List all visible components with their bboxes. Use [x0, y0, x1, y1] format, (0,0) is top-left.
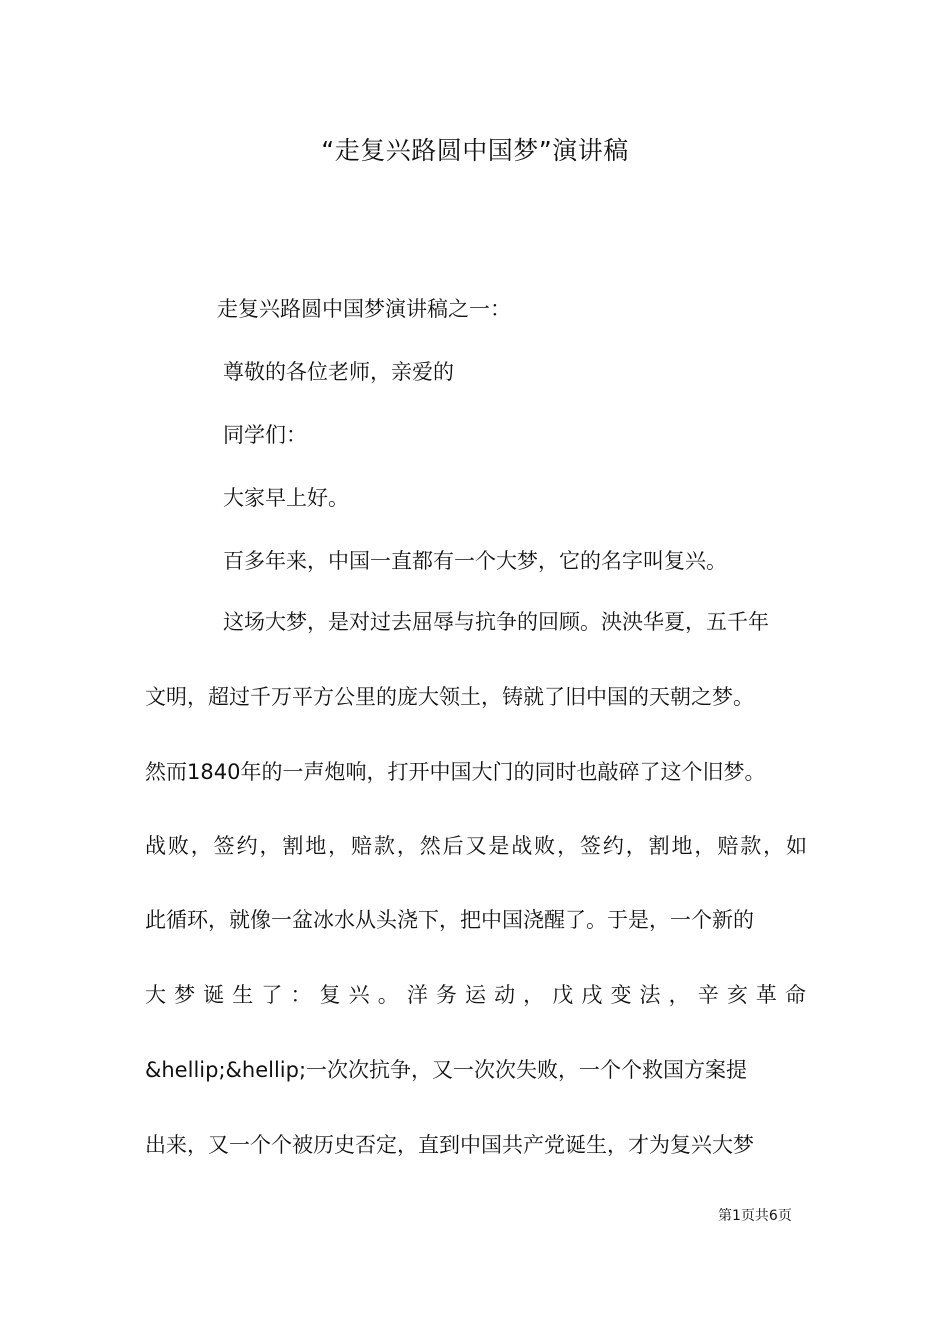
paragraph-line: 大家早上好。: [223, 486, 349, 510]
paragraph-line: 尊敬的各位老师，亲爱的: [223, 360, 454, 384]
paragraph-line: 这场大梦，是对过去屈辱与抗争的回顾。泱泱华夏，五千年: [223, 610, 769, 634]
paragraph-line: 然而1840年的一声炮响，打开中国大门的同时也敲碎了这个旧梦。: [145, 760, 766, 784]
paragraph-line: 战败，签约，割地，赔款，然后又是战败，签约，割地，赔款，如: [145, 834, 807, 858]
paragraph-line: 百多年来，中国一直都有一个大梦，它的名字叫复兴。: [223, 549, 727, 573]
paragraph-line: 此循环，就像一盆冰水从头浇下，把中国浇醒了。于是，一个新的: [145, 908, 754, 932]
paragraph-line: 大梦诞生了：复兴。洋务运动，戊戌变法，辛亥革命: [145, 983, 807, 1007]
paragraph-line: &hellip;&hellip;一次次抗争，又一次次失败，一个个救国方案提: [145, 1058, 748, 1082]
document-title: “走复兴路圆中国梦”演讲稿: [321, 136, 629, 165]
paragraph-line: 文明，超过千万平方公里的庞大领土，铸就了旧中国的天朝之梦。: [145, 685, 754, 709]
page-number: 第1页共6页: [718, 1208, 792, 1224]
paragraph-line: 出来，又一个个被历史否定，直到中国共产党诞生，才为复兴大梦: [145, 1133, 754, 1157]
paragraph-line: 同学们：: [223, 423, 307, 447]
paragraph-line: 走复兴路圆中国梦演讲稿之一：: [217, 297, 511, 321]
